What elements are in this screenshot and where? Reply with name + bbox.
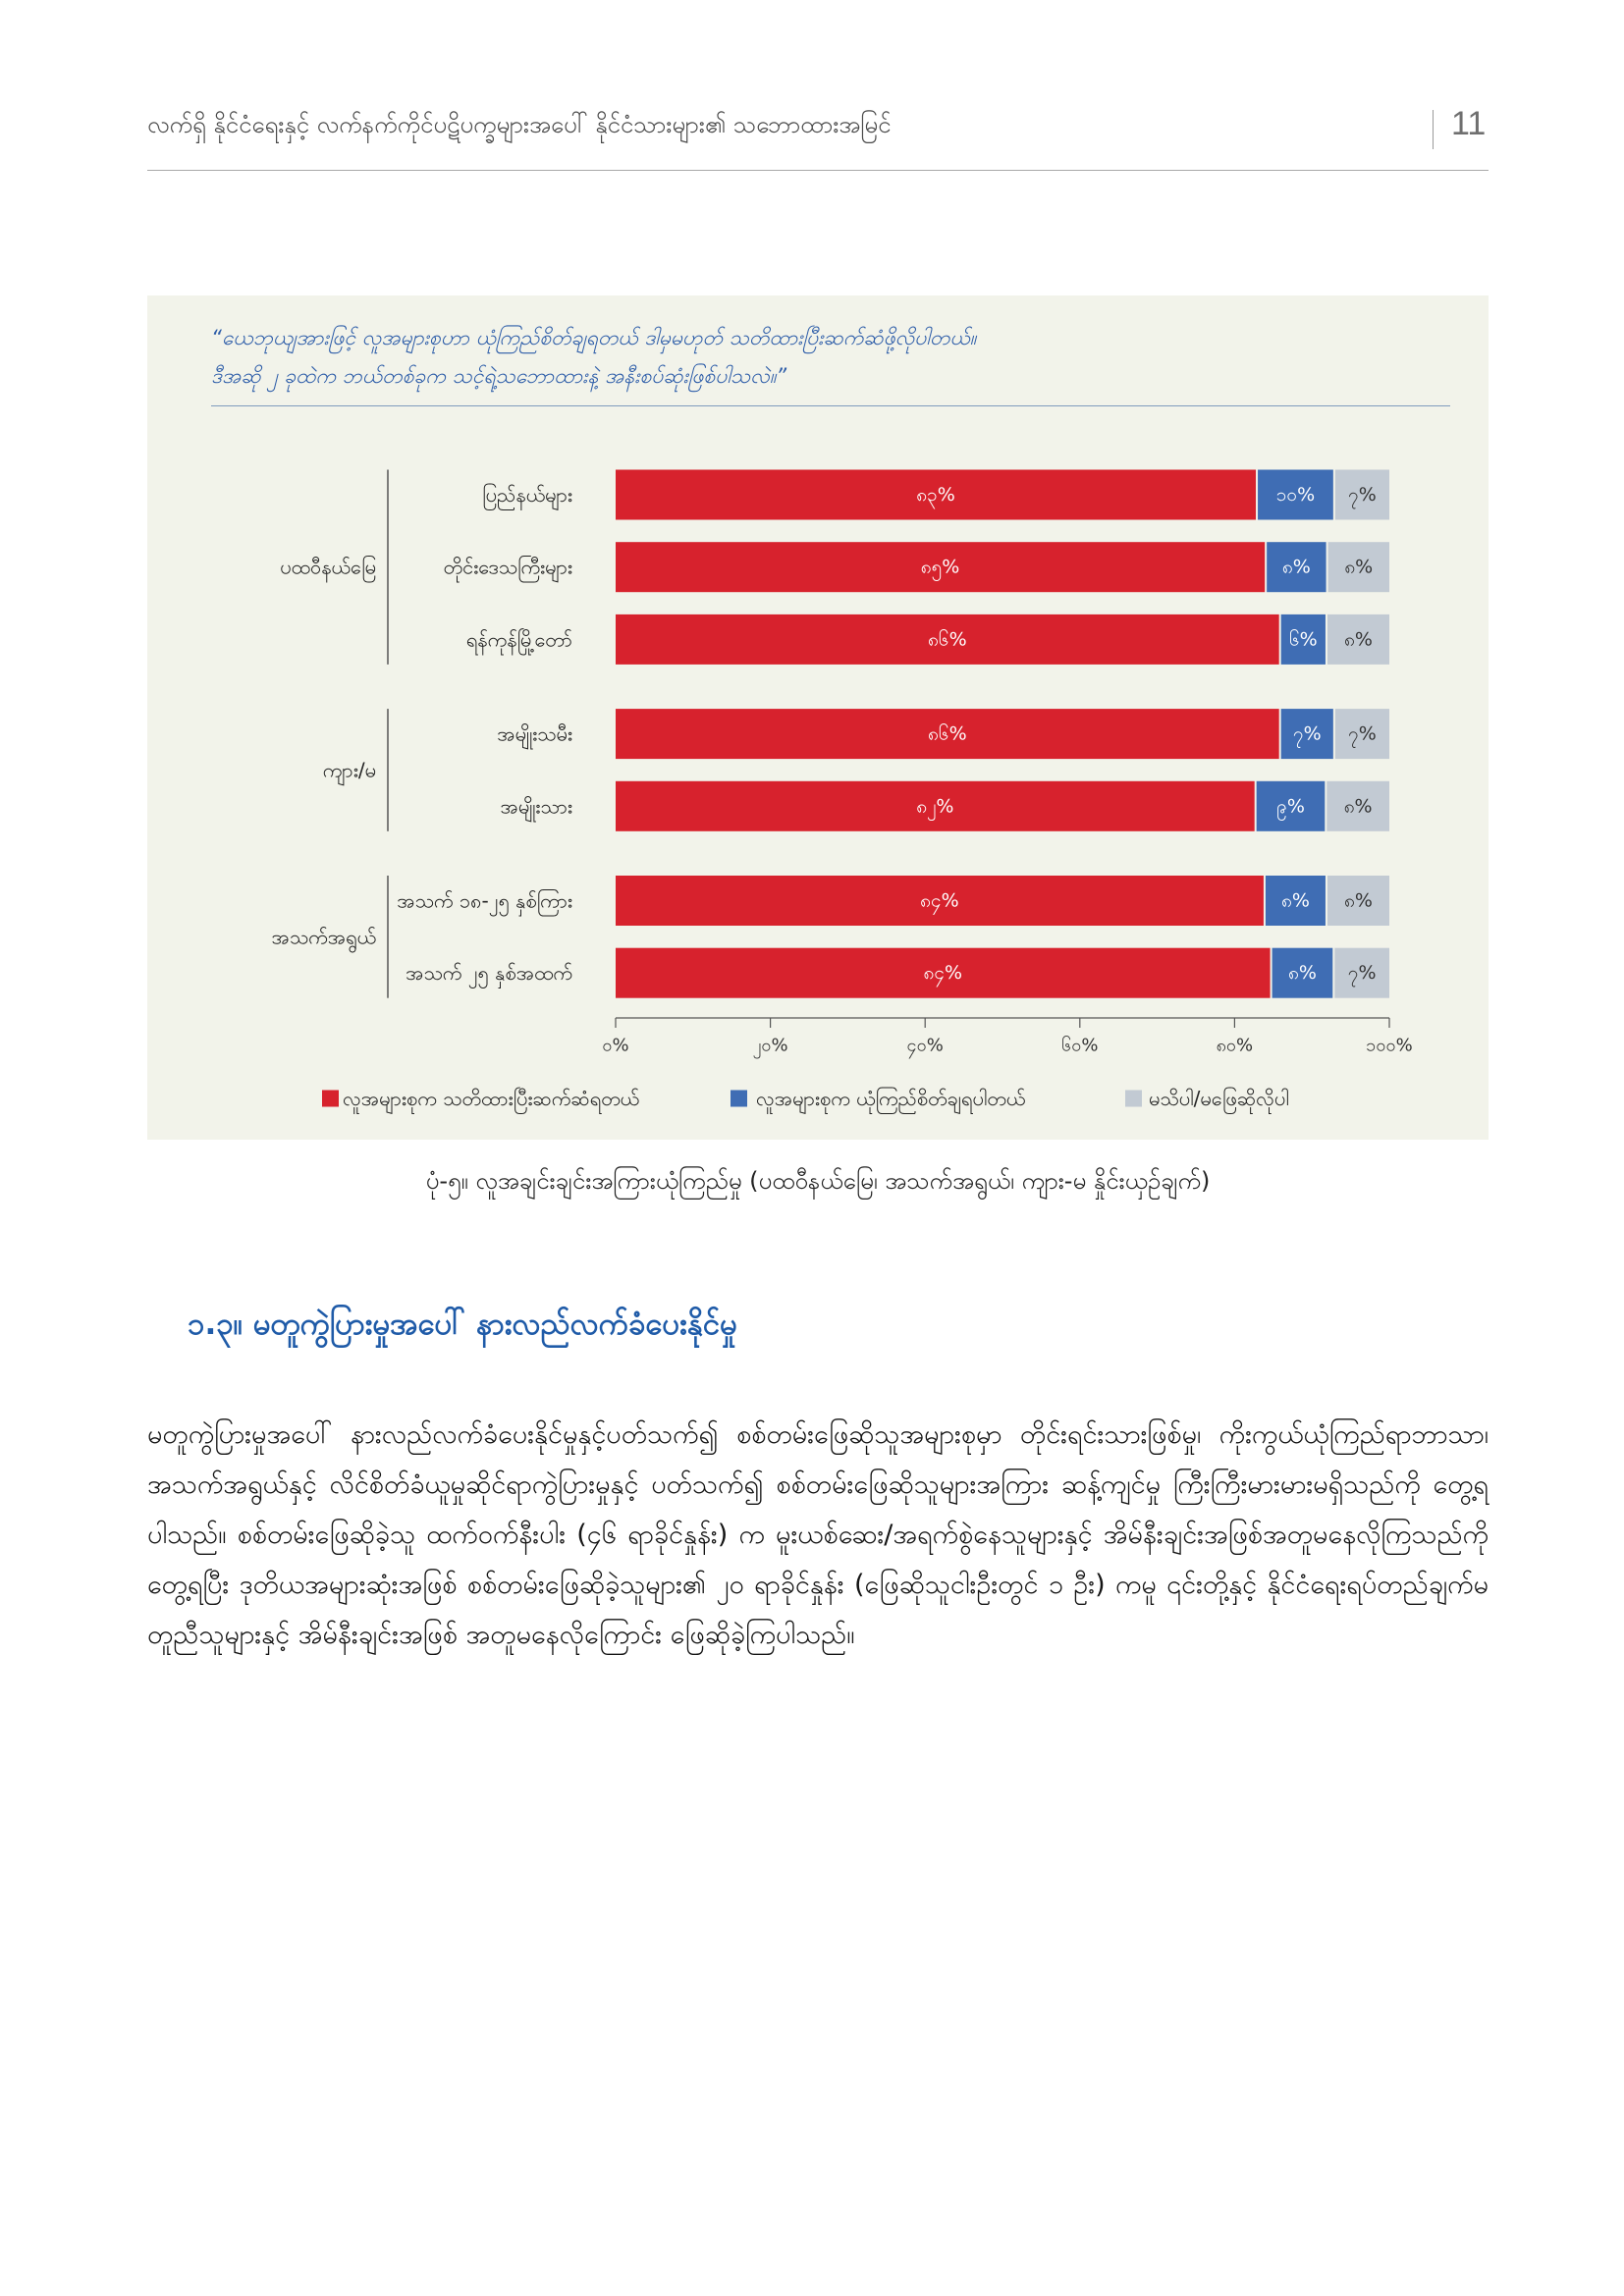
- row-label: အသက် ၂၅ နှစ်အထက်: [406, 961, 572, 986]
- x-tick-label: ၂၀%: [752, 1035, 788, 1056]
- legend-label: လူအများစုက သတိထားပြီးဆက်ဆံရတယ်: [343, 1087, 640, 1110]
- bar-value-label: ၇%: [1292, 722, 1322, 745]
- bar-value-label: ၈၆%: [928, 722, 967, 745]
- bar-value-label: ၁၀%: [1275, 484, 1316, 506]
- stacked-bar-chart: [147, 295, 1489, 1140]
- row-label: အမျိုးသား: [500, 794, 572, 819]
- row-label: အမျိုးသမီး: [497, 721, 572, 746]
- bar-value-label: ၈%: [1281, 556, 1311, 578]
- bar-value-label: ၇%: [1347, 962, 1377, 985]
- row-label: အသက် ၁၈-၂၅ နှစ်ကြား: [397, 888, 572, 913]
- figure-panel: [147, 295, 1489, 1140]
- survey-question-line-2: ဒီအဆို ၂ ခုထဲက ဘယ်တစ်ခုက သင့်ရဲ့သဘောထားနဲ့ အနီးစပ်ဆုံးဖြစ်ပါသလဲ။”: [211, 364, 787, 388]
- legend-label: လူအများစုက ယုံကြည်စိတ်ချရပါတယ်: [756, 1087, 1026, 1110]
- row-label: ရန်ကုန်မြို့တော်: [465, 627, 572, 652]
- group-label: အသက်အရွယ်: [271, 925, 376, 949]
- bar-value-label: ၇%: [1348, 484, 1377, 506]
- legend-label: မသိပါ/မဖြေဆိုလိုပါ: [1149, 1087, 1289, 1110]
- group-label: ပထဝီနယ်မြေ: [280, 555, 376, 579]
- bar-value-label: ၈၄%: [923, 962, 963, 985]
- bar-value-label: ၆%: [1288, 628, 1318, 651]
- bar-value-label: ၈%: [1344, 628, 1373, 651]
- bar-value-label: ၈၂%: [916, 795, 954, 818]
- body-paragraph: မတူကွဲပြားမှုအပေါ် နားလည်လက်ခံပေးနိုင်မှုနှင့်ပတ်သက်၍ စစ်တမ်းဖြေဆိုသူအများစုမှာ တိုင်းရင်းသားဖြစ်မှု၊ ကိုးကွယ်ယုံကြည်ရာဘာသာ၊ အသက်အရွယ်နှင့် လိင်စိတ်ခံယူမှုဆိုင်ရာကွဲပြားမှုနှင့် ပတ်သက်၍ စစ်တမ်းဖြေဆိုသူများအကြား ဆန့်ကျင်မှု ကြီးကြီးမားမားမရှိသည်ကို တွေ့ရပါသည်။ စစ်တမ်းဖြေဆိုခဲ့သူ ထက်ဝက်နီးပါး (၄၆ ရာခိုင်နှုန်း) က မူးယစ်ဆေး/အရက်စွဲနေသူများနှင့် အိမ်နီးချင်းအဖြစ်အတူမနေလိုကြသည်ကိုတွေ့ရပြီး ဒုတိယအများဆုံးအဖြစ် စစ်တမ်းဖြေဆိုခဲ့သူများ၏ ၂၀ ရာခိုင်နှုန်း (ဖြေဆိုသူငါးဦးတွင် ၁ ဦး) ကမူ ၎င်းတို့နှင့် နိုင်ငံရေးရပ်တည်ချက်မတူညီသူများနှင့် အိမ်နီးချင်းအဖြစ် အတူမနေလိုကြောင်း ဖြေဆိုခဲ့ကြပါသည်။: [147, 1419, 1489, 1650]
- page-number: 11: [1451, 105, 1487, 142]
- bar-value-label: ၈%: [1344, 556, 1374, 578]
- figure-caption: ပုံ-၅။ လူအချင်းချင်းအကြားယုံကြည်မှု (ပထဝီနယ်မြေ၊ အသက်အရွယ်၊ ကျား-မ နှိုင်းယှဉ်ချက်): [425, 1167, 1211, 1195]
- bar-value-label: ၈%: [1343, 795, 1373, 818]
- bar-value-label: ၈၃%: [916, 484, 955, 506]
- header-divider: [1433, 110, 1434, 149]
- bar-value-label: ၈၄%: [920, 889, 959, 912]
- running-header-title: လက်ရှိ နိုင်ငံရေးနှင့် လက်နက်ကိုင်ပဋိပက္ခများအပေါ် နိုင်ငံသားများ၏ သဘောထားအမြင်: [147, 111, 892, 138]
- x-tick-label: ၈၀%: [1216, 1035, 1254, 1056]
- group-label: ကျား/မ: [322, 758, 376, 782]
- section-heading: ၁.၃။ မတူကွဲပြားမှုအပေါ် နားလည်လက်ခံပေးနိုင်မှု: [188, 1307, 737, 1342]
- x-tick-label: ၆၀%: [1061, 1035, 1099, 1056]
- x-tick-label: ၀%: [602, 1035, 629, 1056]
- row-label: ပြည်နယ်များ: [482, 483, 572, 507]
- bar-value-label: ၈%: [1280, 889, 1310, 912]
- bar-value-label: ၈%: [1344, 889, 1373, 912]
- legend-swatch: [731, 1091, 747, 1107]
- bar-value-label: ၈%: [1287, 962, 1317, 985]
- bar-value-label: ၇%: [1348, 722, 1377, 745]
- row-label: တိုင်းဒေသကြီးများ: [443, 555, 572, 579]
- x-tick-label: ၁၀၀%: [1366, 1035, 1413, 1056]
- bar-value-label: ၈၅%: [920, 556, 960, 578]
- survey-question-line-1: “ယေဘုယျအားဖြင့် လူအများစုဟာ ယုံကြည်စိတ်ချရတယ် ဒါမှမဟုတ် သတိထားပြီးဆက်ဆံဖို့လိုပါတယ်။: [211, 326, 977, 349]
- legend-swatch: [322, 1091, 339, 1107]
- legend-swatch: [1125, 1091, 1142, 1107]
- bar-value-label: ၈၆%: [928, 628, 967, 651]
- bar-value-label: ၉%: [1276, 795, 1305, 818]
- header-rule: [147, 170, 1489, 171]
- x-tick-label: ၄၀%: [906, 1035, 944, 1056]
